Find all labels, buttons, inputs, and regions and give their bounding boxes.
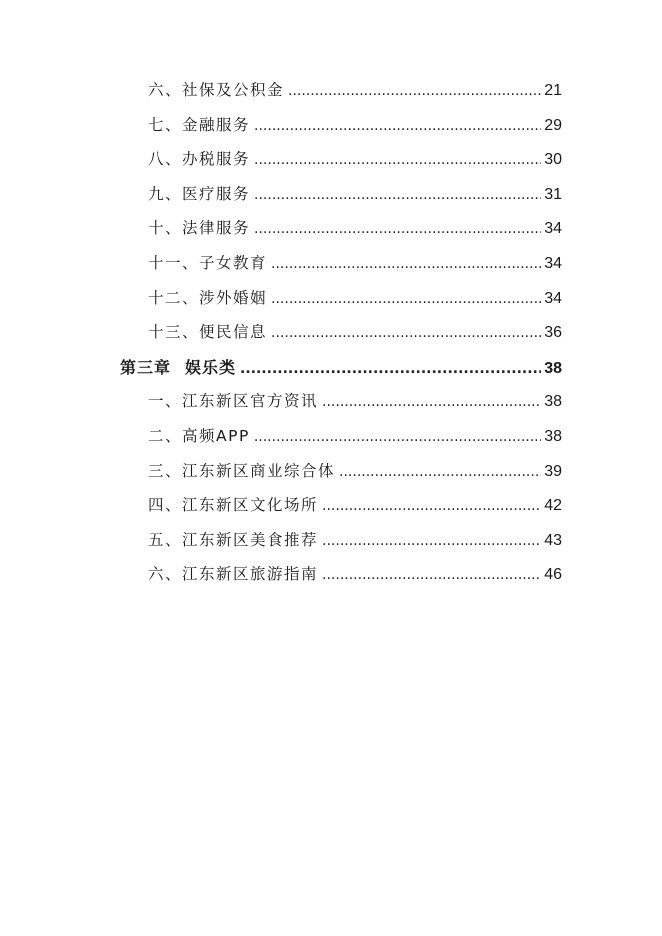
toc-dot-leader [322,567,541,583]
toc-dot-leader [271,291,541,307]
toc-dot-leader [322,533,541,549]
toc-entry-food-recommendations[interactable] [120,528,562,563]
toc-entry-label: 八、办税服务 [148,150,251,169]
toc-dot-leader [322,394,541,410]
toc-page-number: 30 [544,151,562,169]
table-of-contents [120,78,562,597]
toc-entry-label: 六、社保及公积金 [148,81,285,99]
toc-page-number: 38 [544,393,562,411]
toc-page-number: 36 [544,324,562,342]
toc-entry-cultural-venues[interactable] [120,493,562,528]
toc-entry-social-security[interactable] [120,78,562,113]
toc-page-number: 46 [544,566,562,584]
toc-entry-label: 五、江东新区美食推荐 [148,530,319,549]
toc-page-number: 31 [544,185,562,203]
toc-page-number: 38 [544,359,562,377]
toc-entry-official-news[interactable] [120,389,562,424]
toc-entry-travel-guide[interactable] [120,562,562,597]
toc-dot-leader [322,498,541,514]
toc-entry-label: 二、高频APP [148,426,250,445]
toc-dot-leader [254,221,541,237]
toc-entry-commercial-complexes[interactable] [120,459,562,494]
toc-dot-leader [240,361,541,377]
toc-dot-leader [254,152,541,168]
toc-entry-financial-services[interactable] [120,113,562,148]
toc-dot-leader [254,187,541,203]
toc-entry-label: 十二、涉外婚姻 [148,288,268,307]
toc-page-number: 34 [544,254,562,272]
toc-entry-label: 十三、便民信息 [148,323,268,342]
toc-entry-medical-services[interactable] [120,182,562,217]
toc-entry-label: 十一、子女教育 [148,253,268,272]
toc-entry-label: 十、法律服务 [148,219,251,238]
toc-entry-convenience-info[interactable] [120,320,562,355]
toc-chapter-heading [120,355,240,378]
toc-chapter-entertainment[interactable] [120,355,562,390]
toc-dot-leader [254,429,541,445]
toc-entry-children-education[interactable] [120,251,562,286]
toc-page-number: 38 [544,427,562,445]
toc-entry-tax-services[interactable] [120,147,562,182]
toc-entry-label: 一、江东新区官方资讯 [148,392,319,411]
toc-dot-leader [254,118,541,134]
toc-page-number: 21 [544,82,562,99]
toc-entry-foreign-marriage[interactable] [120,286,562,321]
toc-page-number: 39 [544,462,562,480]
toc-dot-leader [271,325,541,341]
toc-page-number: 34 [544,289,562,307]
toc-entry-label: 四、江东新区文化场所 [148,496,319,515]
toc-chapter-number: 第三章 [120,357,172,377]
toc-chapter-title: 娱乐类 [185,357,237,377]
toc-entry-label: 六、江东新区旅游指南 [148,565,319,584]
toc-entry-label: 九、医疗服务 [148,184,251,203]
toc-page-number: 42 [544,497,562,515]
toc-entry-label: 三、江东新区商业综合体 [148,461,336,480]
toc-entry-frequent-apps[interactable] [120,424,562,459]
toc-entry-label: 七、金融服务 [148,115,251,134]
toc-dot-leader [288,83,541,99]
toc-page-number: 29 [544,116,562,134]
toc-page-number: 34 [544,220,562,238]
toc-entry-legal-services[interactable] [120,216,562,251]
toc-dot-leader [271,256,541,272]
toc-dot-leader [339,464,541,480]
toc-page-number: 43 [544,531,562,549]
